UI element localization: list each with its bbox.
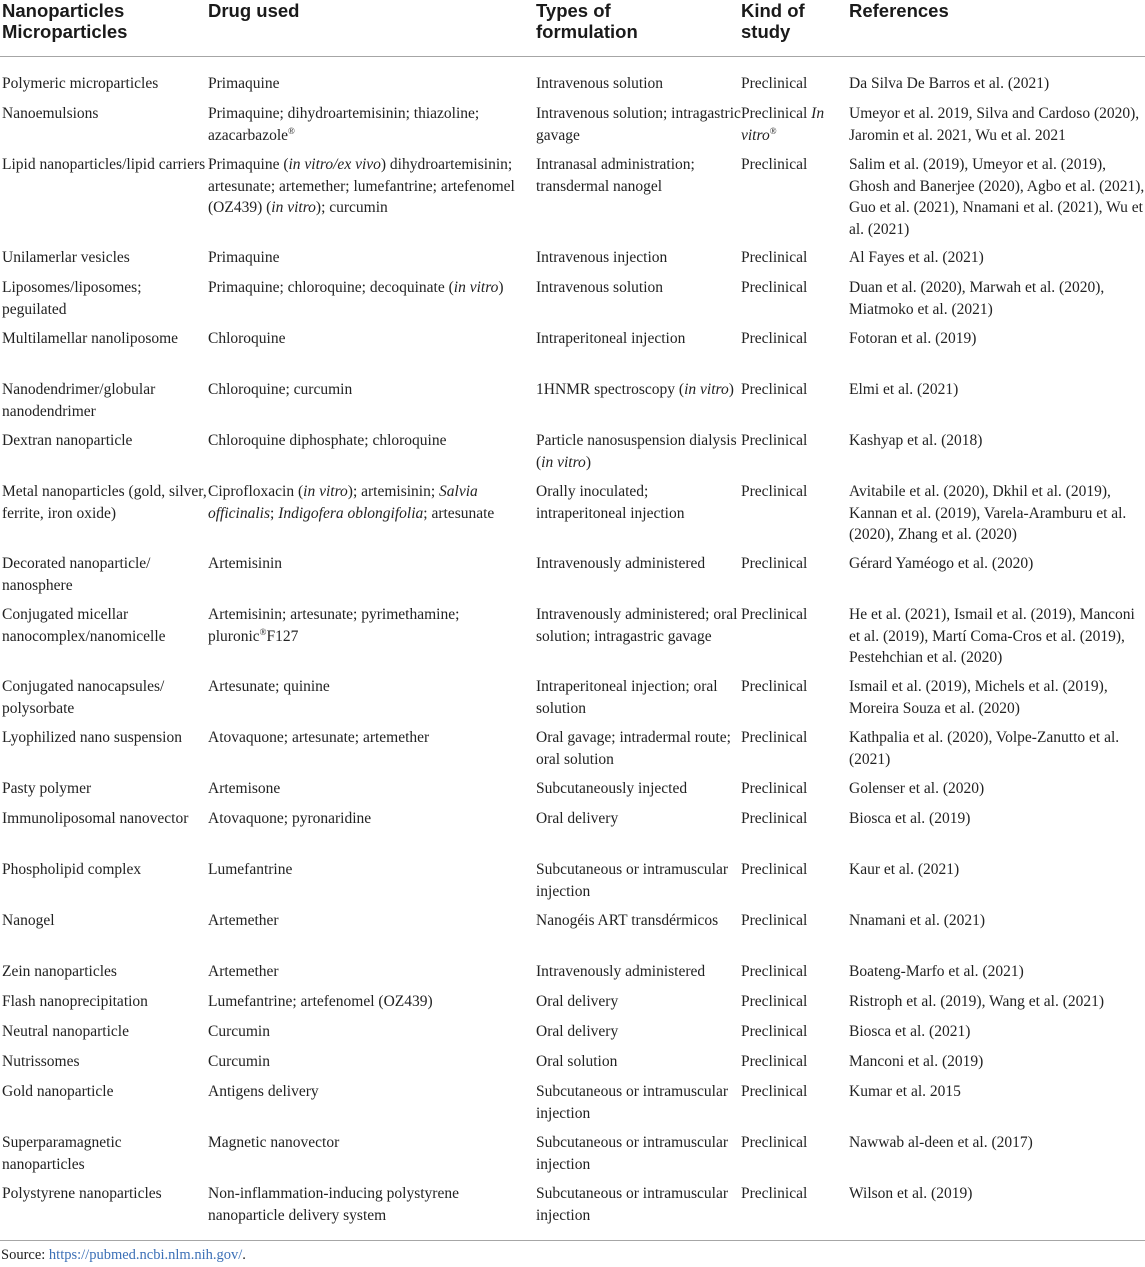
cell-study: Preclinical	[741, 1083, 808, 1100]
cell-references: Duan et al. (2020), Marwah et al. (2020), Miatmoko et al. (2021)	[849, 279, 1105, 318]
cell-formulation: Intraperitoneal injection	[536, 330, 686, 347]
cell-study: Preclinical	[741, 1185, 808, 1202]
table-row	[0, 247, 1145, 277]
table-row	[0, 481, 1145, 553]
cell-particle-type: Polystyrene nanoparticles	[2, 1185, 162, 1202]
table-row	[0, 1051, 1145, 1081]
cell-formulation: Oral solution	[536, 1053, 618, 1070]
cell-formulation: Subcutaneous or intramuscular injection	[536, 1134, 728, 1173]
table-row	[0, 604, 1145, 676]
cell-drug: Atovaquone; artesunate; artemether	[208, 729, 430, 746]
cell-particle-type: Multilamellar nanoliposome	[2, 330, 179, 347]
cell-study: Preclinical	[741, 555, 808, 572]
cell-particle-type: Liposomes/liposomes; peguilated	[2, 279, 142, 318]
cell-formulation: Nanogéis ART transdérmicos	[536, 912, 719, 929]
table-row	[0, 859, 1145, 910]
cell-particle-type: Nanogel	[2, 912, 55, 929]
col-header-particles: Nanoparticles Microparticles	[2, 0, 128, 42]
cell-formulation: Oral delivery	[536, 810, 619, 827]
cell-drug: Curcumin	[208, 1023, 270, 1040]
cell-drug: Ciprofloxacin (in vitro); artemisinin; Salvia officinalis; Indigofera oblongifolia; artesunate	[208, 483, 495, 522]
cell-particle-type: Nanoemulsions	[2, 105, 99, 122]
table-row	[0, 1081, 1145, 1132]
cell-formulation: Intraperitoneal injection; oral solution	[536, 678, 718, 717]
cell-references: Umeyor et al. 2019, Silva and Cardoso (2020), Jaromin et al. 2021, Wu et al. 2021	[849, 105, 1140, 144]
cell-drug: Artesunate; quinine	[208, 678, 330, 695]
cell-references: Nawwab al-deen et al. (2017)	[849, 1134, 1033, 1151]
cell-references: Elmi et al. (2021)	[849, 381, 959, 398]
cell-study: Preclinical	[741, 1023, 808, 1040]
cell-references: Wilson et al. (2019)	[849, 1185, 973, 1202]
cell-formulation: Intravenous solution; intragastric gavage	[536, 105, 741, 144]
cell-references: Kumar et al. 2015	[849, 1083, 961, 1100]
cell-drug: Primaquine (in vitro/ex vivo) dihydroartemisinin; artesunate; artemether; lumefantrine; artefenomel (OZ439) (in vitro); curcumin	[208, 156, 515, 216]
cell-study: Preclinical	[741, 75, 808, 92]
table-row	[0, 103, 1145, 154]
cell-study: Preclinical	[741, 780, 808, 797]
col-header-formulation: Types of formulation	[536, 0, 638, 42]
table-row	[0, 154, 1145, 247]
cell-references: Ismail et al. (2019), Michels et al. (2019), Moreira Souza et al. (2020)	[849, 678, 1108, 717]
cell-drug: Artemether	[208, 912, 279, 929]
cell-formulation: Subcutaneously injected	[536, 780, 688, 797]
cell-drug: Primaquine; dihydroartemisinin; thiazoline; azacarbazole®	[208, 105, 480, 144]
cell-drug: Chloroquine diphosphate; chloroquine	[208, 432, 447, 449]
cell-drug: Artemether	[208, 963, 279, 980]
cell-drug: Magnetic nanovector	[208, 1134, 340, 1151]
cell-formulation: Subcutaneous or intramuscular injection	[536, 1083, 728, 1122]
cell-study: Preclinical	[741, 1134, 808, 1151]
cell-references: Ristroph et al. (2019), Wang et al. (2021)	[849, 993, 1105, 1010]
cell-particle-type: Lyophilized nano suspension	[2, 729, 182, 746]
table-row	[0, 1021, 1145, 1051]
cell-study: Preclinical	[741, 381, 808, 398]
table-row	[0, 379, 1145, 430]
cell-particle-type: Phospholipid complex	[2, 861, 142, 878]
cell-study: Preclinical	[741, 963, 808, 980]
cell-drug: Lumefantrine; artefenomel (OZ439)	[208, 993, 433, 1010]
table-row	[0, 328, 1145, 379]
table-row	[0, 553, 1145, 604]
cell-drug: Artemisone	[208, 780, 281, 797]
cell-references: Biosca et al. (2019)	[849, 810, 971, 827]
table-row	[0, 277, 1145, 328]
cell-particle-type: Dextran nanoparticle	[2, 432, 133, 449]
cell-references: Nnamani et al. (2021)	[849, 912, 986, 929]
table-row	[0, 778, 1145, 808]
source-suffix: .	[242, 1247, 246, 1263]
cell-study: Preclinical	[741, 156, 808, 173]
cell-particle-type: Lipid nanoparticles/lipid carriers	[2, 156, 206, 173]
cell-formulation: Oral delivery	[536, 1023, 619, 1040]
cell-formulation: Intravenous solution	[536, 279, 663, 296]
cell-drug: Non-inflammation-inducing polystyrene nanoparticle delivery system	[208, 1185, 459, 1224]
cell-formulation: Oral delivery	[536, 993, 619, 1010]
cell-particle-type: Conjugated nanocapsules/ polysorbate	[2, 678, 165, 717]
table-row	[0, 1132, 1145, 1183]
cell-formulation: Orally inoculated; intraperitoneal injection	[536, 483, 685, 522]
cell-study: Preclinical	[741, 729, 808, 746]
cell-particle-type: Superparamagnetic nanoparticles	[2, 1134, 122, 1173]
cell-particle-type: Gold nanoparticle	[2, 1083, 114, 1100]
cell-references: Golenser et al. (2020)	[849, 780, 985, 797]
cell-particle-type: Nutrissomes	[2, 1053, 80, 1070]
cell-particle-type: Immunoliposomal nanovector	[2, 810, 189, 827]
table-row	[0, 727, 1145, 778]
cell-drug: Chloroquine	[208, 330, 286, 347]
source-link[interactable]: https://pubmed.ncbi.nlm.nih.gov/	[48, 1247, 243, 1263]
cell-references: Kaur et al. (2021)	[849, 861, 960, 878]
cell-references: Gérard Yaméogo et al. (2020)	[849, 555, 1034, 572]
cell-references: Kathpalia et al. (2020), Volpe-Zanutto et al. (2021)	[849, 729, 1120, 768]
table-row	[0, 910, 1145, 961]
cell-particle-type: Zein nanoparticles	[2, 963, 117, 980]
cell-references: Kashyap et al. (2018)	[849, 432, 983, 449]
cell-formulation: Subcutaneous or intramuscular injection	[536, 861, 728, 900]
cell-references: Avitabile et al. (2020), Dkhil et al. (2019), Kannan et al. (2019), Varela-Aramburu et al. (2020), Zhang et al. (2020)	[849, 483, 1127, 543]
cell-drug: Lumefantrine	[208, 861, 293, 878]
cell-formulation: Oral gavage; intradermal route; oral solution	[536, 729, 731, 768]
cell-formulation: Particle nanosuspension dialysis (in vitro)	[536, 432, 737, 471]
cell-references: Biosca et al. (2021)	[849, 1023, 971, 1040]
table-header-row	[0, 0, 1145, 57]
cell-study: Preclinical	[741, 606, 808, 623]
cell-references: He et al. (2021), Ismail et al. (2019), Manconi et al. (2019), Martí Coma-Cros et al. (2019), Pestehchian et al. (2020)	[849, 606, 1135, 666]
table-row	[0, 57, 1145, 104]
table-row	[0, 430, 1145, 481]
source-label: Source:	[1, 1247, 46, 1263]
cell-formulation: 1HNMR spectroscopy (in vitro)	[536, 381, 734, 398]
cell-drug: Primaquine; chloroquine; decoquinate (in vitro)	[208, 279, 504, 296]
cell-study: Preclinical	[741, 1053, 808, 1070]
cell-study: Preclinical	[741, 330, 808, 347]
cell-formulation: Intravenously administered	[536, 963, 706, 980]
col-header-study: Kind of study	[741, 0, 805, 42]
cell-drug: Chloroquine; curcumin	[208, 381, 353, 398]
cell-references: Da Silva De Barros et al. (2021)	[849, 75, 1050, 92]
cell-drug: Primaquine	[208, 249, 280, 266]
cell-study: Preclinical	[741, 993, 808, 1010]
cell-references: Boateng-Marfo et al. (2021)	[849, 963, 1024, 980]
cell-study: Preclinical	[741, 810, 808, 827]
cell-formulation: Intravenously administered; oral solution; intragastric gavage	[536, 606, 738, 645]
cell-particle-type: Unilamerlar vesicles	[2, 249, 130, 266]
cell-formulation: Intranasal administration; transdermal nanogel	[536, 156, 695, 195]
table-row	[0, 676, 1145, 727]
cell-study: Preclinical	[741, 483, 808, 500]
col-header-drug: Drug used	[208, 0, 300, 21]
col-header-references: References	[849, 0, 949, 21]
cell-formulation: Subcutaneous or intramuscular injection	[536, 1185, 728, 1224]
cell-drug: Artemisinin	[208, 555, 283, 572]
cell-study: Preclinical In vitro®	[741, 105, 825, 144]
cell-references: Al Fayes et al. (2021)	[849, 249, 984, 266]
table-body	[0, 57, 1145, 1241]
cell-particle-type: Polymeric microparticles	[2, 75, 159, 92]
cell-references: Salim et al. (2019), Umeyor et al. (2019), Ghosh and Banerjee (2020), Agbo et al. (2021), Guo et al. (2021), Nnamani et al. (2021), Wu et al. (2021)	[849, 156, 1145, 238]
table-row	[0, 1183, 1145, 1241]
cell-references: Fotoran et al. (2019)	[849, 330, 977, 347]
cell-drug: Atovaquone; pyronaridine	[208, 810, 372, 827]
cell-study: Preclinical	[741, 861, 808, 878]
cell-study: Preclinical	[741, 279, 808, 296]
cell-drug: Artemisinin; artesunate; pyrimethamine; pluronic®F127	[208, 606, 460, 645]
source-note	[0, 1247, 1145, 1264]
cell-particle-type: Neutral nanoparticle	[2, 1023, 129, 1040]
cell-particle-type: Decorated nanoparticle/ nanosphere	[2, 555, 151, 594]
cell-particle-type: Nanodendrimer/globular nanodendrimer	[2, 381, 156, 420]
cell-formulation: Intravenous injection	[536, 249, 668, 266]
cell-drug: Antigens delivery	[208, 1083, 319, 1100]
cell-formulation: Intravenous solution	[536, 75, 663, 92]
cell-study: Preclinical	[741, 249, 808, 266]
cell-drug: Primaquine	[208, 75, 280, 92]
cell-study: Preclinical	[741, 432, 808, 449]
cell-study: Preclinical	[741, 678, 808, 695]
cell-study: Preclinical	[741, 912, 808, 929]
cell-particle-type: Conjugated micellar nanocomplex/nanomicelle	[2, 606, 166, 645]
cell-particle-type: Pasty polymer	[2, 780, 92, 797]
cell-drug: Curcumin	[208, 1053, 270, 1070]
table-row	[0, 991, 1145, 1021]
cell-particle-type: Flash nanoprecipitation	[2, 993, 148, 1010]
table-row	[0, 961, 1145, 991]
table-row	[0, 808, 1145, 859]
cell-particle-type: Metal nanoparticles (gold, silver, ferrite, iron oxide)	[2, 483, 207, 522]
cell-references: Manconi et al. (2019)	[849, 1053, 984, 1070]
cell-formulation: Intravenously administered	[536, 555, 706, 572]
